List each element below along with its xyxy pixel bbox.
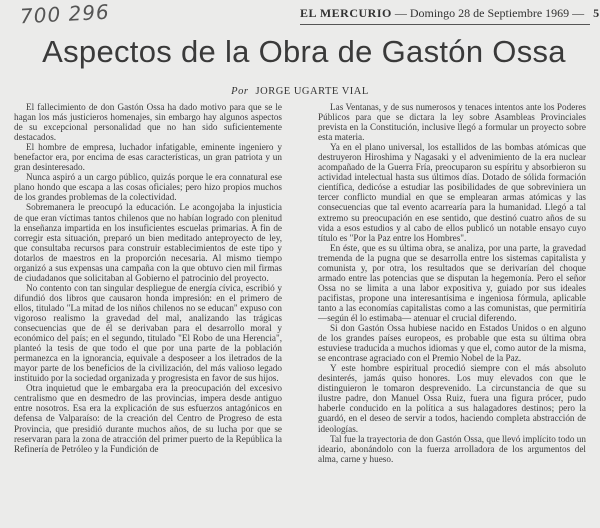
- article-paragraph: Las Ventanas, y de sus numerosos y tenaces intentos ante los Poderes Públicos para que se dictara la ley sobre Asambleas Provinciales prevista en la Constitución, inclusive llegó a formular un proyecto sobre esta materia.: [318, 102, 586, 143]
- article-paragraph: El fallecimiento de don Gastón Ossa ha dado motivo para que se le hagan los más justicieros homenajes, sin embargo hay algunos aspectos de su excepcional personalidad que no han sido suficientemente destacados.: [14, 102, 282, 143]
- article-paragraph: No contento con tan singular despliegue de energía cívica, escribió y difundió dos libros que causaron honda impresión: en el primero de ellos, titulado "La mitad de los niños chilenos no se educan" expuso con vigoroso realismo la gravedad del mal, analizando las trágicas consecuencias que de él se derivaban para el desarrollo moral y económico del país; en el segundo, titulado "El Robo de una Herencia", planteó la tesis de que todo el que por una parte de la población permanezca en la ignorancia, equivale a desposeer a los iletrados de la mayor parte de los beneficios de la civilización, del más valioso legado instituido por la sociedad organizada y progresista en favor de sus hijos.: [14, 282, 282, 384]
- article-column-left: [14, 102, 282, 454]
- article-paragraph: En éste, que es su última obra, se analiza, por una parte, la gravedad tremenda de la pugna que se desarrolla entre los sistemas capitalista y comunista y, por otra, los resultados que se derivarían del choque armado entre las potencias que se disputan la hegemonía. Pero el señor Ossa no se limita a una labor expositiva y, guiado por sus ideales pacifistas, propone una interesantísima e ingeniosa fórmula, aplicable tanto a las economías capitalistas como a las comunistas, que permitiría —según él lo estimaba— atenuar el crucial diferendo.: [318, 242, 586, 323]
- article-paragraph: Otra inquietud que le embargaba era la preocupación del excesivo centralismo que en desmedro de las provincias, impera desde antiguo entre nosotros. Esa era la explicación de sus esfuerzos antagónicos en defensa de Valparaíso: de la creación del Centro de Progreso de esta Provincia, que presidió durante muchos años, de su lucha por que se reservaran para la zona de atracción del primer puerto de la República la Refinería de Petróleo y la Fundición de: [14, 383, 282, 454]
- byline-prefix: Por: [231, 86, 249, 97]
- header-rule: [300, 24, 590, 25]
- article-paragraph: Ya en el plano universal, los estallidos de las bombas atómicas que destruyeron Hiroshima y Nagasaki y el advenimiento de la era nuclear acompañado de la Guerra Fría, preocuparon su espíritu y absorbieron su actividad intelectual hasta sus últimos días. Dotado de sólida formación científica, dedicóse a estudiar las posibilidades de que sobreviniera un tercer conflicto mundial en que se emplearan armas atómicas y las consecuencias que tal evento acarrearía para la humanidad. Llegó a tal extremo su preocupación en ese sentido, que destinó cuatro años de su vida a esos estudios y al cabo de ellos publicó un notable ensayo cuyo título es "Por la Paz entre los Hombres".: [318, 142, 586, 243]
- byline: [0, 86, 600, 97]
- page-number: 5: [593, 6, 600, 20]
- article-title: Aspectos de la Obra de Gastón Ossa: [42, 34, 566, 69]
- article-column-right: [318, 102, 586, 464]
- handwritten-note: 700 296: [19, 0, 111, 29]
- article-paragraph: Y este hombre espiritual procedió siempre con el más absoluto desinterés, jamás quiso honores. Los muy elevados con que le distinguieron le tomaron desprevenido. La circunstancia de que su ilustre padre, don Manuel Ossa Ruiz, fuera una figura prócer, pudo haberle conducido en la política a sus halagadores destinos; pero la guardó, en el deseo de servir a todos, haciendo completa abstracción de ideologías.: [318, 363, 586, 434]
- article-paragraph: Nunca aspiró a un cargo público, quizás porque le era connatural ese plano hondo que escapa a las cosas oficiales; pero hizo propios muchos de los grandes problemas de la colectividad.: [14, 172, 282, 203]
- newspaper-name: EL MERCURIO: [300, 6, 392, 20]
- page-header: EL MERCURIO — Domingo 28 de Septiembre 1969 — 5: [300, 6, 600, 20]
- article-paragraph: Si don Gastón Ossa hubiese nacido en Estados Unidos o en alguno de los grandes países europeos, es probable que esta su última obra estuviese traducida a muchos idiomas y que el, como autor de la misma, se encontrase agraciado con el Premio Nobel de la Paz.: [318, 323, 586, 364]
- article-paragraph: Tal fue la trayectoria de don Gastón Ossa, que llevó implícito todo un ideario, abonándolo con la fuerza arrolladora de los argumentos del alma, carne y hueso.: [318, 433, 586, 464]
- issue-date: Domingo 28 de Septiembre 1969: [409, 6, 570, 20]
- author-name: JORGE UGARTE VIAL: [255, 86, 369, 97]
- article-paragraph: El hombre de empresa, luchador infatigable, eminente ingeniero y benefactor era, por encima de esas características, un gran patriota y un gran desinteresado.: [14, 142, 282, 173]
- article-paragraph: Sobremanera le preocupó la educación. Le acongojaba la injusticia de que eran víctimas tantos chilenos que no habían logrado con plenitud la enseñanza impartida en los insuficientes escuelas primarias. A fin de corregir esta situación, preparó un bien meditado anteproyecto de ley, que consultaba recursos para construir establecimientos de este tipo y dotarlos de maestros en la proporción necesaria. Al mismo tiempo organizó a sus expensas una campaña con la que obtuvo cien mil firmas de ciudadanos que solicitaban al Gobierno el patrocinio del proyecto.: [14, 202, 282, 283]
